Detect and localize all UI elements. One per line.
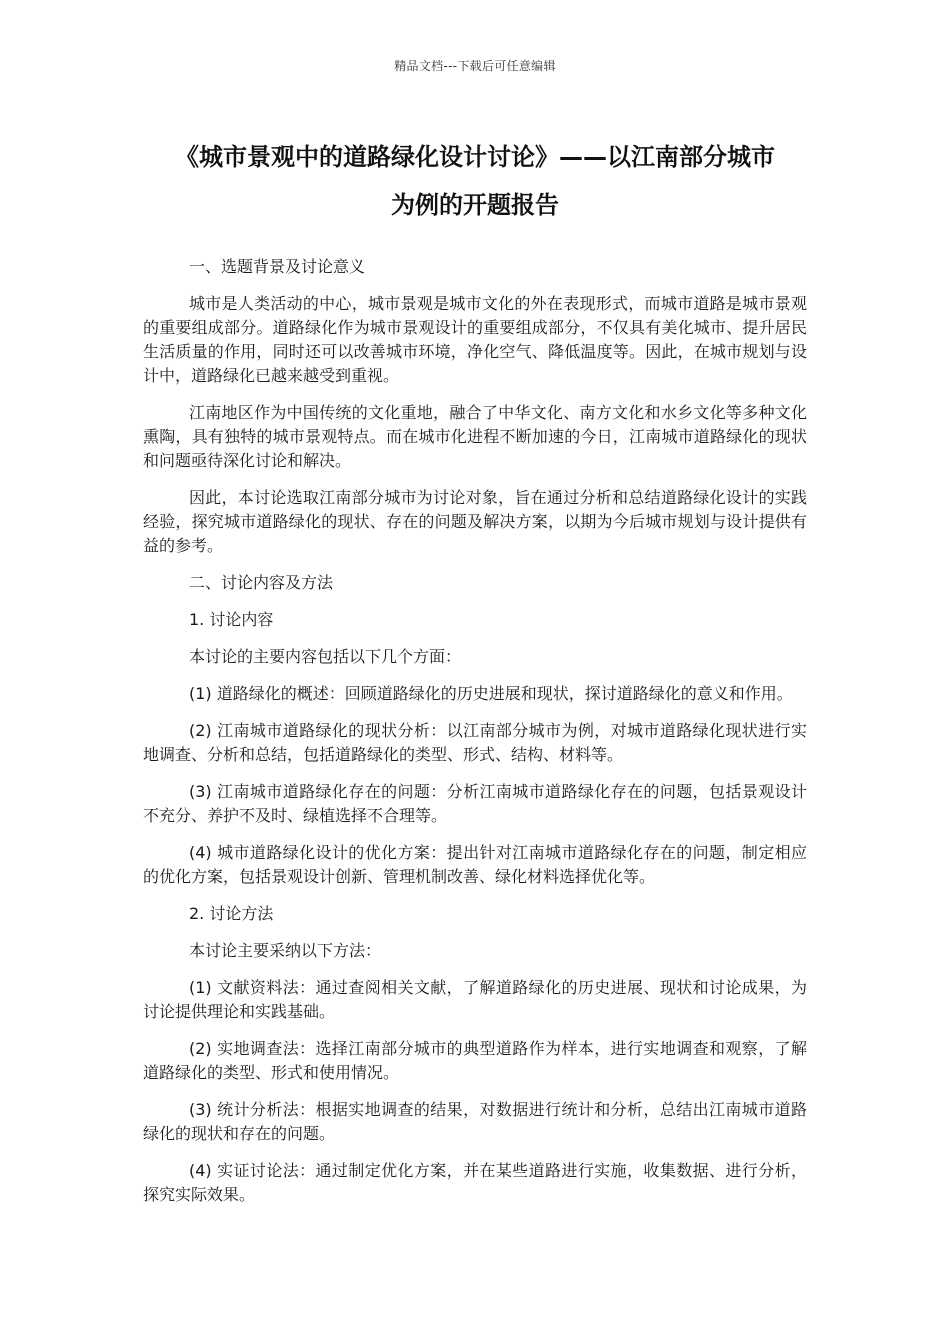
section-1-paragraph-2: 江南地区作为中国传统的文化重地，融合了中华文化、南方文化和水乡文化等多种文化熏陶，具有独特的城市景观特点。而在城市化进程不断加速的今日，江南城市道路绿化的现状和问题亟待深化讨论和解决。: [143, 403, 807, 470]
section-1-heading: 一、选题背景及讨论意义: [189, 257, 366, 276]
method-subheading: 2. 讨论方法: [189, 904, 274, 923]
content-subheading: 1. 讨论内容: [189, 610, 274, 629]
title-line-1: 《城市景观中的道路绿化设计讨论》——以江南部分城市: [175, 143, 775, 171]
header-note: 精品文档---下载后可任意编辑: [394, 59, 556, 73]
title-line-2: 为例的开题报告: [391, 191, 559, 219]
method-item-4: (4) 实证讨论法：通过制定优化方案，并在某些道路进行实施，收集数据、进行分析，探究实际效果。: [143, 1161, 807, 1204]
section-1-paragraph-3: 因此，本讨论选取江南部分城市为讨论对象，旨在通过分析和总结道路绿化设计的实践经验，探究城市道路绿化的现状、存在的问题及解决方案，以期为今后城市规划与设计提供有益的参考。: [143, 488, 807, 555]
document-title: [120, 133, 830, 229]
method-item-3: (3) 统计分析法：根据实地调查的结果，对数据进行统计和分析，总结出江南城市道路绿化的现状和存在的问题。: [143, 1100, 807, 1143]
section-2-heading: 二、讨论内容及方法: [189, 573, 334, 592]
content-item-1: (1) 道路绿化的概述：回顾道路绿化的历史进展和现状，探讨道路绿化的意义和作用。: [189, 684, 793, 703]
content-item-3: (3) 江南城市道路绿化存在的问题：分析江南城市道路绿化存在的问题，包括景观设计不充分、养护不及时、绿植选择不合理等。: [143, 782, 807, 825]
content-intro: 本讨论的主要内容包括以下几个方面：: [189, 647, 462, 666]
section-1-paragraph-1: 城市是人类活动的中心，城市景观是城市文化的外在表现形式，而城市道路是城市景观的重要组成部分。道路绿化作为城市景观设计的重要组成部分，不仅具有美化城市、提升居民生活质量的作用，同时还可以改善城市环境，净化空气、降低温度等。因此，在城市规划与设计中，道路绿化已越来越受到重视。: [143, 294, 807, 385]
method-item-2: (2) 实地调查法：选择江南部分城市的典型道路作为样本，进行实地调查和观察，了解道路绿化的类型、形式和使用情况。: [143, 1039, 807, 1082]
document-body: [143, 255, 807, 1220]
method-intro: 本讨论主要采纳以下方法：: [189, 941, 382, 960]
content-item-2: (2) 江南城市道路绿化的现状分析：以江南部分城市为例，对城市道路绿化现状进行实地调查、分析和总结，包括道路绿化的类型、形式、结构、材料等。: [143, 721, 807, 764]
method-item-1: (1) 文献资料法：通过查阅相关文献，了解道路绿化的历史进展、现状和讨论成果，为讨论提供理论和实践基础。: [143, 978, 807, 1021]
content-item-4: (4) 城市道路绿化设计的优化方案：提出针对江南城市道路绿化存在的问题，制定相应的优化方案，包括景观设计创新、管理机制改善、绿化材料选择优化等。: [143, 843, 807, 886]
